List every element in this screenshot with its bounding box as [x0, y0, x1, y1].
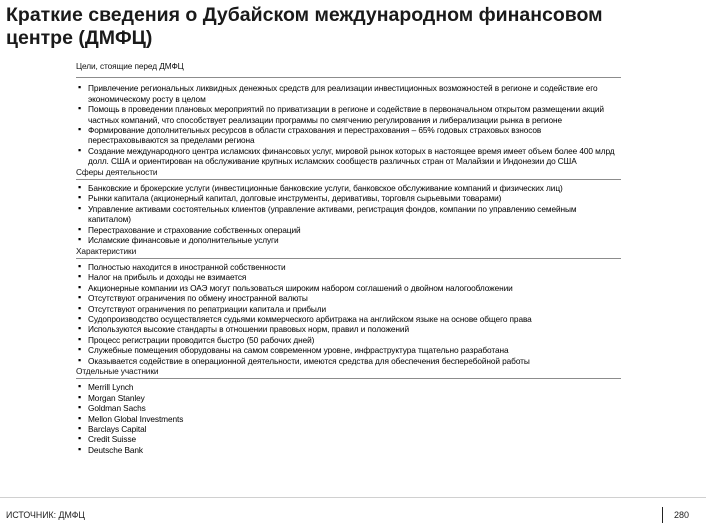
bullet-icon: ▪	[78, 402, 82, 413]
bullet-icon: ▪	[78, 333, 82, 344]
bullet-icon: ▪	[78, 391, 82, 402]
list-item: ▪ Mellon Global Investments	[78, 412, 184, 424]
section-heading: Цели, стоящие перед ДМФЦ	[76, 61, 621, 78]
list-item: ▪ Рынки капитала (акционерный капитал, долговые инструменты, деривативы, торговля сырьевыми товарами)	[78, 192, 502, 204]
bullet-icon: ▪	[78, 281, 82, 292]
list-item: ▪ Банковские и брокерские услуги (инвестиционные банковские услуги, банковское обслуживание компаний и физических лиц)	[78, 182, 563, 194]
section-participants	[76, 366, 621, 455]
content-body	[76, 61, 621, 455]
bullet-icon: ▪	[78, 292, 82, 303]
bullet-icon: ▪	[78, 323, 82, 334]
bullet-icon: ▪	[78, 302, 82, 313]
list-item: ▪ Управление активами состоятельных клиентов (управление активами, регистрация фондов, компании по управлению семейным капиталом)	[78, 202, 577, 225]
section-characteristics	[76, 246, 621, 366]
bullet-list	[76, 83, 621, 166]
bullet-icon: ▪	[78, 82, 82, 93]
section-goals	[76, 61, 621, 167]
list-item: ▪ Формирование дополнительных ресурсов в области страхования и перестрахования – 65% годовых страховых взносов перестраховываются за пределами региона	[78, 124, 542, 146]
page-title: Краткие сведения о Дубайском международном финансовом центре (ДМФЦ)	[6, 4, 603, 49]
section-heading: Сферы деятельности	[76, 167, 621, 180]
bullet-icon: ▪	[78, 312, 82, 323]
list-item: ▪ Судопроизводство осуществляется судьями коммерческого арбитража на английском языке на основе общего права	[78, 312, 532, 324]
bullet-icon: ▪	[78, 223, 82, 234]
bullet-icon: ▪	[78, 234, 82, 245]
list-item: ▪ Полностью находится в иностранной собственности	[78, 260, 286, 272]
list-item: ▪ Исламские финансовые и дополнительные услуги	[78, 234, 279, 246]
bullet-icon: ▪	[78, 103, 82, 114]
bullet-icon: ▪	[78, 202, 82, 213]
list-item: ▪ Перестрахование и страхование собственных операций	[78, 223, 301, 235]
list-item: ▪ Акционерные компании из ОАЭ могут пользоваться широким набором соглашений о двойном налогообложении	[78, 281, 513, 293]
bullet-icon: ▪	[78, 260, 82, 271]
section-heading: Отдельные участники	[76, 366, 621, 379]
bullet-icon: ▪	[78, 192, 82, 203]
list-item: ▪ Credit Suisse	[78, 433, 137, 445]
list-item: ▪ Служебные помещения оборудованы на самом современном уровне, инфраструктура тщательно разработана	[78, 344, 509, 356]
list-item: ▪ Merrill Lynch	[78, 381, 134, 393]
bullet-icon: ▪	[78, 182, 82, 193]
list-item: ▪ Deutsche Bank	[78, 443, 143, 455]
bullet-list	[76, 382, 621, 455]
list-item: ▪ Используются высокие стандарты в отношении правовых норм, правил и положений	[78, 323, 409, 335]
bullet-icon: ▪	[78, 354, 82, 365]
list-item: ▪ Налог на прибыль и доходы не взимается	[78, 271, 247, 283]
bullet-icon: ▪	[78, 443, 82, 454]
bullet-icon: ▪	[78, 124, 82, 135]
list-item: ▪ Morgan Stanley	[78, 391, 145, 403]
bullet-icon: ▪	[78, 381, 82, 392]
list-item: ▪ Goldman Sachs	[78, 402, 146, 414]
list-item: ▪ Привлечение региональных ликвидных денежных средств для реализации инвестиционных возможностей в регионе и содействие его экономическому росту в целом	[78, 82, 598, 104]
bullet-icon: ▪	[78, 344, 82, 355]
bullet-list	[76, 183, 621, 245]
list-item: ▪ Отсутствуют ограничения по обмену иностранной валюты	[78, 292, 308, 304]
list-item: ▪ Отсутствуют ограничения по репатриации капитала и прибыли	[78, 302, 327, 314]
bullet-icon: ▪	[78, 412, 82, 423]
page-separator	[662, 507, 663, 523]
list-item: ▪ Создание международного центра исламских финансовых услуг, мировой рынок которых в настоящее время имеет объем более 400 млрд долл. США и ориентирован на обслуживание крупных исламских сообществ различных стран от Малайзии и Индонезии до США	[78, 144, 615, 167]
bullet-icon: ▪	[78, 433, 82, 444]
page-number: 280	[674, 510, 690, 520]
bullet-list	[76, 262, 621, 366]
list-item: ▪ Помощь в проведении плановых мероприятий по приватизации в регионе и содействие в первоначальном открытом размещении акций частных компаний, что способствует реализации программы по смягчению регулирования и либерализации рынка в регионе	[78, 103, 604, 125]
list-item: ▪ Процесс регистрации проводится быстро (50 рабочих дней)	[78, 333, 315, 345]
bullet-icon: ▪	[78, 271, 82, 282]
footer	[0, 497, 706, 530]
section-heading: Характеристики	[76, 246, 621, 259]
bullet-icon: ▪	[78, 423, 82, 433]
bullet-icon: ▪	[78, 144, 82, 155]
section-activities	[76, 167, 621, 246]
source-note: ИСТОЧНИК: ДМФЦ	[6, 510, 85, 520]
list-item: ▪ Оказывается содействие в операционной деятельности, имеются средства для обеспечения бесперебойной работы	[78, 354, 530, 366]
list-item: ▪ Barclays Capital	[78, 423, 147, 434]
